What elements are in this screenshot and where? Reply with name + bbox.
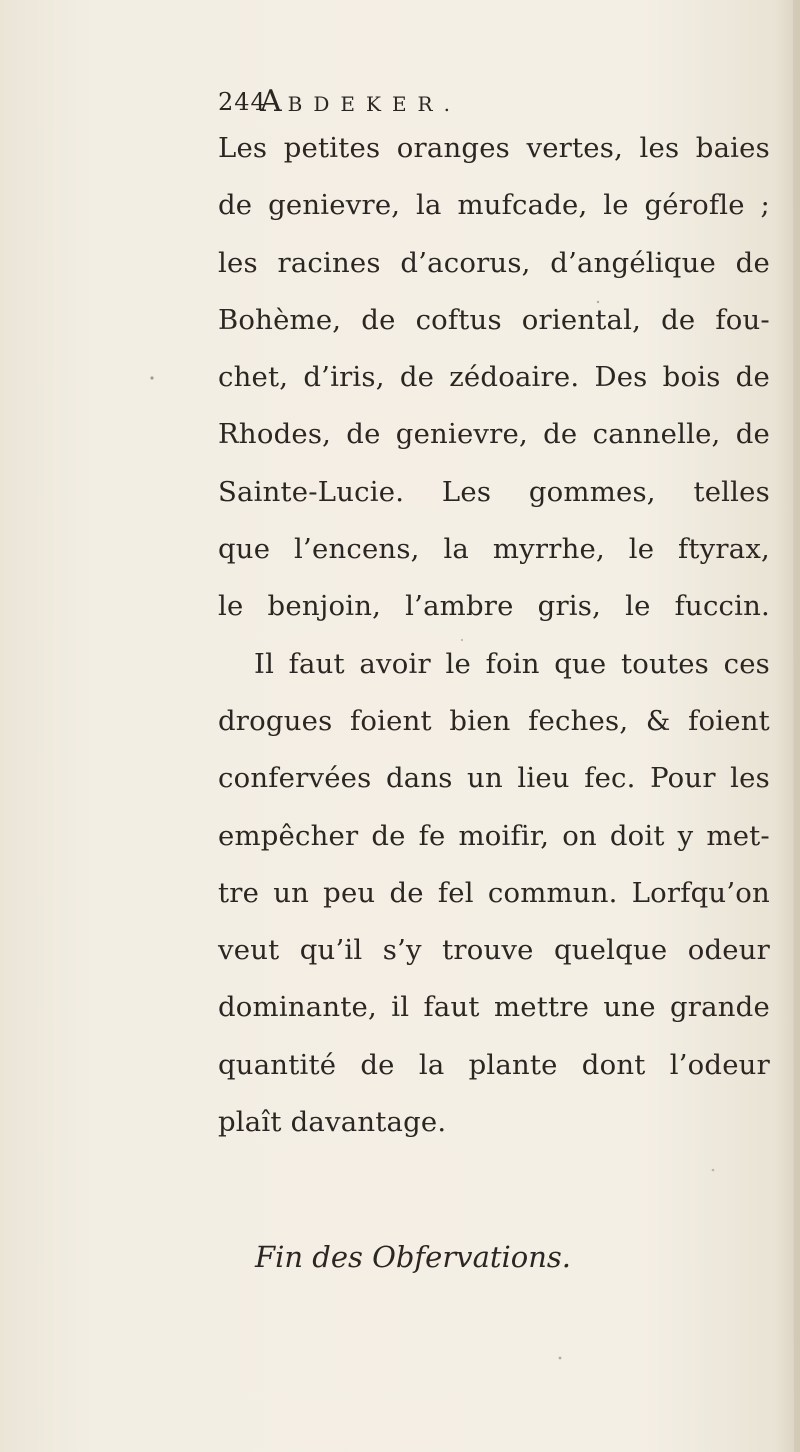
line-word: de (361, 303, 396, 336)
line-word: de (735, 246, 770, 279)
line-word: de (735, 418, 770, 451)
line-word: le (218, 590, 244, 623)
line-word: fe (418, 819, 446, 852)
running-head (260, 84, 461, 119)
line-word: faut (423, 991, 480, 1024)
text-line (218, 808, 770, 865)
line-word: qu’il (299, 934, 363, 967)
text-line (218, 750, 770, 807)
closing-line (0, 1240, 800, 1274)
line-word: les (730, 762, 770, 795)
line-word: lieu (517, 762, 570, 795)
line-word: plaît (218, 1106, 282, 1139)
line-word: feches, (528, 704, 629, 737)
line-word: de (389, 876, 424, 909)
line-word: il (391, 991, 410, 1024)
line-word: d’acorus, (400, 246, 531, 279)
line-word: davantage. (290, 1106, 447, 1139)
line-word: veut (218, 934, 280, 967)
line-word: d’iris, (303, 361, 385, 394)
line-word: un (273, 876, 310, 909)
line-word: Rhodes, (218, 418, 332, 451)
line-word: fel (437, 876, 474, 909)
line-word: le (625, 590, 651, 623)
line-word: zédoaire. (449, 361, 580, 394)
running-head-initial: A (260, 84, 282, 119)
line-word: Il (254, 647, 275, 680)
line-word: bois (662, 361, 721, 394)
paper-fold-mark (793, 0, 800, 1452)
line-word: grande (670, 991, 770, 1024)
line-word: oriental, (521, 303, 642, 336)
line-word: la (418, 1048, 445, 1081)
line-word: plante (468, 1048, 558, 1081)
closing-text: Fin des Obfervations. (254, 1240, 572, 1274)
line-word: chet, (218, 361, 289, 394)
text-line (218, 578, 770, 635)
text-line (218, 922, 770, 979)
text-line (218, 521, 770, 578)
line-word: que (218, 533, 271, 566)
line-word: genievre, (268, 189, 401, 222)
text-line (218, 292, 770, 349)
text-line (218, 979, 770, 1036)
line-word: cannelle, (592, 418, 721, 451)
line-word: oranges (396, 132, 510, 164)
line-word: ces (723, 647, 770, 680)
line-word: drogues (218, 704, 333, 737)
line-word: ; (760, 189, 770, 222)
line-word: & (645, 704, 671, 737)
line-word: de (360, 1048, 395, 1081)
line-word: l’ambre (405, 590, 514, 623)
line-word: Pour (650, 762, 716, 795)
line-word: odeur (687, 934, 770, 967)
line-word: fou- (715, 303, 770, 336)
line-word: met- (706, 819, 770, 852)
line-word: de (371, 819, 406, 852)
text-line (218, 464, 770, 521)
text-line (218, 636, 770, 693)
line-word: telles (693, 475, 770, 508)
text-line (218, 1037, 770, 1094)
line-word: mettre (494, 991, 590, 1024)
line-word: Sainte-Lucie. (218, 475, 405, 508)
line-word: les (218, 246, 258, 279)
line-word: le (603, 189, 629, 222)
line-word: Les (218, 132, 268, 164)
line-word: peu (323, 876, 376, 909)
line-word: dominante, (218, 991, 377, 1024)
line-word: un (467, 762, 503, 795)
paper-speck (559, 1357, 562, 1360)
line-word: une (603, 991, 656, 1024)
body-text (218, 120, 770, 1151)
line-word: foient (350, 704, 432, 737)
line-word: petites (283, 132, 381, 164)
text-line (218, 693, 770, 750)
line-word: mufcade, (457, 189, 588, 222)
line-word: de (399, 361, 435, 394)
line-word: gris, (537, 590, 602, 623)
line-word: moifir, (458, 819, 550, 852)
line-word: commun. (487, 876, 618, 909)
line-word: de (346, 418, 381, 451)
line-word: fuccin. (674, 590, 770, 623)
line-word: l’odeur (669, 1048, 770, 1081)
line-word: gérofle (644, 189, 745, 222)
line-word: quantité (218, 1048, 337, 1081)
line-word: myrrhe, (492, 533, 605, 566)
line-word: tre (218, 876, 260, 909)
line-word: de (735, 361, 770, 394)
line-word: la (443, 533, 470, 566)
text-line (218, 865, 770, 922)
line-word: quelque (553, 934, 668, 967)
line-word: coftus (415, 303, 502, 336)
line-word: Les (441, 475, 492, 508)
text-line (218, 120, 770, 177)
line-word: faut (288, 647, 345, 680)
paper-speck (150, 376, 153, 379)
line-word: avoir (359, 647, 431, 680)
line-word: on (562, 819, 597, 852)
line-word: benjoin, (267, 590, 382, 623)
line-word: foin (485, 647, 540, 680)
line-word: bien (449, 704, 511, 737)
line-word: doit (609, 819, 665, 852)
running-head-rest: BDEKER. (287, 92, 461, 116)
line-word: de (543, 418, 578, 451)
line-word: Bohème, (218, 303, 342, 336)
line-word: le (445, 647, 471, 680)
line-word: trouve (442, 934, 534, 967)
line-word: de (218, 189, 253, 222)
line-word: baies (695, 132, 770, 164)
line-word: foient (688, 704, 770, 737)
line-word: fec. (584, 762, 636, 795)
line-word: toutes (621, 647, 709, 680)
line-word: d’angélique (550, 246, 716, 279)
line-word: y (677, 819, 694, 852)
line-word: dont (581, 1048, 646, 1081)
line-word: Des (594, 361, 648, 394)
line-word: gommes, (528, 475, 656, 508)
text-line (218, 177, 770, 234)
text-line (218, 235, 770, 292)
line-word: l’encens, (294, 533, 420, 566)
paper-speck (712, 1169, 715, 1172)
line-word: empêcher (218, 819, 359, 852)
line-word: ftyrax, (678, 533, 770, 566)
line-word: s’y (382, 934, 422, 967)
text-line (218, 406, 770, 463)
page-number: 244 (218, 88, 267, 116)
line-word: de (661, 303, 696, 336)
line-word: que (554, 647, 607, 680)
line-word: le (628, 533, 655, 566)
line-word: racines (277, 246, 381, 279)
line-word: confervées (218, 762, 372, 795)
line-word: dans (385, 762, 453, 795)
line-word: la (416, 189, 442, 222)
line-word: les (639, 132, 680, 164)
line-word: Lorfqu’on (631, 876, 770, 909)
line-word: vertes, (526, 132, 624, 164)
line-word: genievre, (395, 418, 528, 451)
text-line (218, 1094, 770, 1151)
text-line (218, 349, 770, 406)
